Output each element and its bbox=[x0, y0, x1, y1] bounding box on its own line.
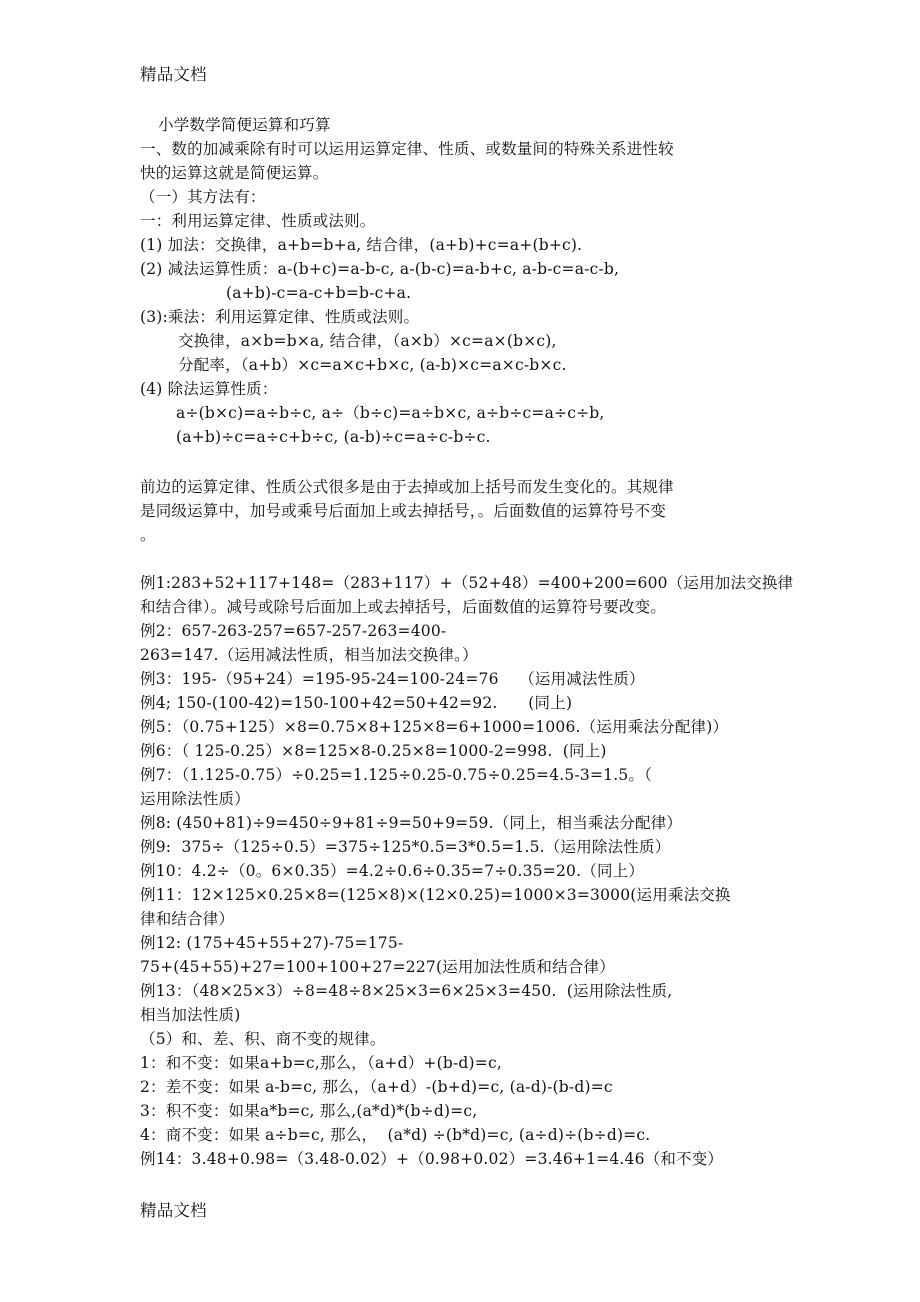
example-line: 例2：657-263-257=657-257-263=400- bbox=[140, 622, 447, 640]
text-line: 分配率，（a+b）×c=a×c+b×c, (a-b)×c=a×c-b×c. bbox=[178, 356, 567, 374]
paragraph-line: 前边的运算定律、性质公式很多是由于去掉或加上括号而发生变化的。其规律 bbox=[140, 478, 674, 496]
page-header: 精品文档 bbox=[140, 65, 207, 84]
text-line: (4) 除法运算性质： bbox=[140, 380, 278, 398]
example-line: 例12: (175+45+55+27)-75=175- bbox=[140, 934, 404, 952]
rule-line: 3：积不变：如果a*b=c, 那么,(a*d)*(b÷d)=c, bbox=[140, 1102, 478, 1120]
example-line: 例7：（1.125-0.75）÷0.25=1.125÷0.25-0.75÷0.25=4.5-3=1.5。（ bbox=[140, 766, 653, 784]
rule-line: 1：和不变：如果a+b=c,那么，（a+d）+(b-d)=c, bbox=[140, 1054, 502, 1072]
rule-line: 2：差不变：如果 a-b=c, 那么，（a+d）-(b+d)=c, (a-d)-(b-d)=c bbox=[140, 1078, 613, 1096]
text-line: a÷(b×c)=a÷b÷c, a÷（b÷c)=a÷b×c, a÷b÷c=a÷c÷b, bbox=[176, 404, 605, 422]
text-line: (2) 减法运算性质：a-(b+c)=a-b-c, a-(b-c)=a-b+c, a-b-c=a-c-b, bbox=[140, 260, 620, 278]
example-line: 例4; 150-(100-42)=150-100+42=50+42=92. (同上) bbox=[140, 694, 573, 712]
section-heading: （5）和、差、积、商不变的规律。 bbox=[140, 1030, 386, 1048]
text-line: 一、数的加减乘除有时可以运用运算定律、性质、或数量间的特殊关系进性较 bbox=[140, 140, 674, 158]
example-line: 例14：3.48+0.98=（3.48-0.02）+（0.98+0.02）=3.46+1=4.46（和不变） bbox=[140, 1150, 724, 1168]
example-line: 例9: 375÷（125÷0.5）=375÷125*0.5=3*0.5=1.5.（运用除法性质） bbox=[140, 838, 671, 856]
example-line: 例8: (450+81)÷9=450÷9+81÷9=50+9=59.（同上，相当乘法分配律） bbox=[140, 814, 683, 832]
example-line: 263=147.（运用减法性质，相当加法交换律。） bbox=[140, 646, 478, 664]
example-line: 相当加法性质) bbox=[140, 1006, 241, 1024]
text-line: (a+b)-c=a-c+b=b-c+a. bbox=[226, 284, 412, 302]
example-line: 例1:283+52+117+148=（283+117）+（52+48）=400+200=600（运用加法交换律 bbox=[140, 574, 794, 592]
example-line: 例11：12×125×0.25×8=(125×8)×(12×0.25)=1000×3=3000(运用乘法交换 bbox=[140, 886, 731, 904]
example-line: 律和结合律） bbox=[140, 910, 235, 928]
text-line: 快的运算这就是简便运算。 bbox=[140, 164, 329, 182]
example-line: 例5：（0.75+125）×8=0.75×8+125×8=6+1000=1006.（运用乘法分配律)） bbox=[140, 718, 729, 736]
example-line: 例3：195-（95+24）=195-95-24=100-24=76 （运用减法性质） bbox=[140, 670, 645, 688]
text-line: 交换律，a×b=b×a, 结合律，（a×b）×c=a×(b×c), bbox=[178, 332, 557, 350]
text-line: (a+b)÷c=a÷c+b÷c, (a-b)÷c=a÷c-b÷c. bbox=[176, 428, 491, 446]
example-line: 75+(45+55)+27=100+100+27=227(运用加法性质和结合律） bbox=[140, 958, 615, 976]
example-line: 和结合律）。减号或除号后面加上或去掉括号，后面数值的运算符号要改变。 bbox=[140, 598, 667, 616]
text-line: (3):乘法：利用运算定律、性质或法则。 bbox=[140, 308, 420, 326]
rule-line: 4：商不变：如果 a÷b=c, 那么， (a*d) ÷(b*d)=c, (a÷d)÷(b÷d)=c. bbox=[140, 1126, 651, 1144]
document-title: 小学数学简便运算和巧算 bbox=[158, 116, 331, 134]
paragraph-line: 是同级运算中，加号或乘号后面加上或去掉括号，。后面数值的运算符号不变 bbox=[140, 502, 667, 520]
paragraph-line: 。 bbox=[140, 526, 156, 544]
section-heading: （一）其方法有： bbox=[140, 188, 266, 206]
example-line: 运用除法性质） bbox=[140, 790, 250, 808]
text-line: (1) 加法：交换律，a+b=b+a, 结合律，(a+b)+c=a+(b+c). bbox=[140, 236, 583, 254]
example-line: 例13：（48×25×3）÷8=48÷8×25×3=6×25×3=450. (运用除法性质, bbox=[140, 982, 673, 1000]
page-footer: 精品文档 bbox=[140, 1201, 207, 1220]
example-line: 例6：（ 125-0.25）×8=125×8-0.25×8=1000-2=998. (同上) bbox=[140, 742, 607, 760]
example-line: 例10：4.2÷（0。6×0.35）=4.2÷0.6÷0.35=7÷0.35=20.（同上） bbox=[140, 862, 645, 880]
text-line: 一：利用运算定律、性质或法则。 bbox=[140, 212, 376, 230]
